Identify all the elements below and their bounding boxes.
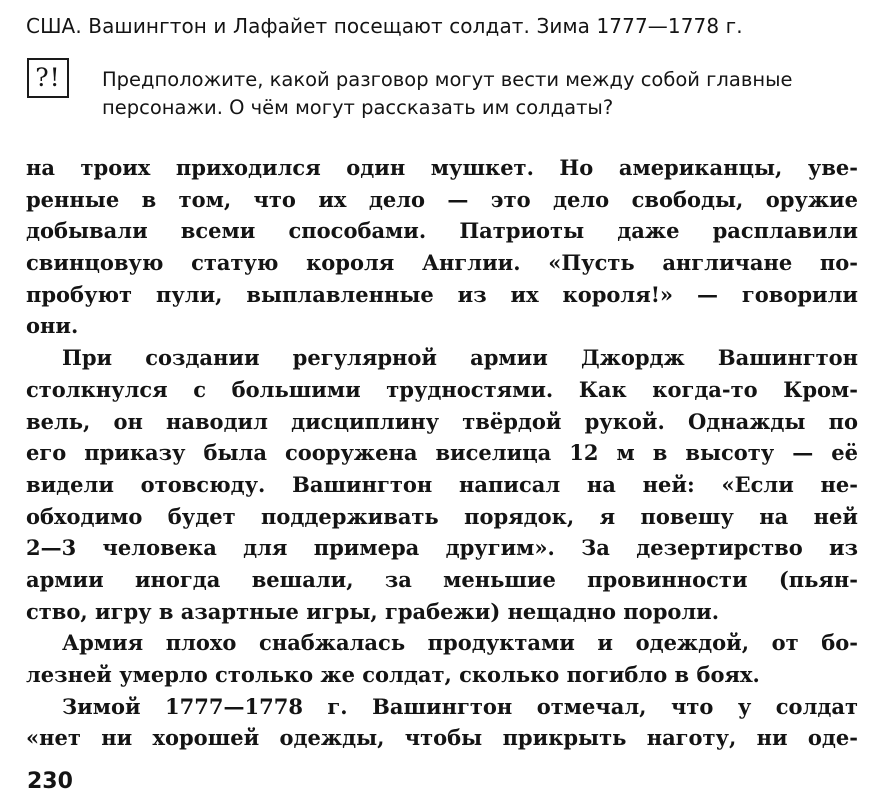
figure-caption: США. Вашингтон и Лафайет посещают солдат. Зима 1777—1778 г. bbox=[26, 14, 743, 38]
text-line: ство, игру в азартные игры, грабежи) нещадно пороли. bbox=[26, 598, 720, 624]
text-line: обходимо будет поддерживать порядок, я повешу на ней bbox=[26, 503, 858, 529]
text-line: пробуют пули, выплавленные из их короля!» — говорили bbox=[26, 281, 858, 307]
text-line: вель, он наводил дисциплину твёрдой рукой. Однажды по bbox=[26, 408, 858, 434]
text-line: Армия плохо снабжалась продуктами и одеждой, от бо- bbox=[62, 630, 858, 656]
question-line: персонажи. О чём могут рассказать им солдаты? bbox=[102, 96, 614, 119]
text-line: его приказу была сооружена виселица 12 м в высоту — её bbox=[26, 440, 858, 466]
text-line: При создании регулярной армии Джордж Вашингтон bbox=[62, 345, 858, 371]
text-line: добывали всеми способами. Патриоты даже расплавили bbox=[26, 218, 858, 244]
text-line: ренные в том, что их дело — это дело свободы, оружие bbox=[26, 186, 858, 212]
question-prompt bbox=[102, 66, 872, 122]
text-line: видели отовсюду. Вашингтон написал на ней: «Если не- bbox=[26, 471, 858, 497]
page-number: 230 bbox=[27, 769, 73, 794]
text-line: армии иногда вешали, за меньшие провинности (пьян- bbox=[26, 566, 858, 592]
text-line: на троих приходился один мушкет. Но американцы, уве- bbox=[26, 155, 858, 180]
main-text bbox=[26, 152, 858, 754]
text-line: они. bbox=[26, 313, 79, 339]
question-line: Предположите, какой разговор могут вести между собой главные bbox=[102, 68, 793, 91]
text-line: Зимой 1777—1778 г. Вашингтон отмечал, что у солдат bbox=[62, 693, 858, 719]
question-icon: ?! bbox=[27, 58, 69, 98]
text-line: столкнулся с большими трудностями. Как когда-то Кром- bbox=[26, 376, 858, 402]
text-line: свинцовую статую короля Англии. «Пусть англичане по- bbox=[26, 250, 858, 276]
text-line: лезней умерло столько же солдат, сколько погибло в боях. bbox=[26, 662, 760, 687]
text-line: «нет ни хорошей одежды, чтобы прикрыть наготу, ни оде- bbox=[26, 725, 858, 751]
text-line: 2—3 человека для примера другим». За дезертирство из bbox=[26, 535, 858, 561]
